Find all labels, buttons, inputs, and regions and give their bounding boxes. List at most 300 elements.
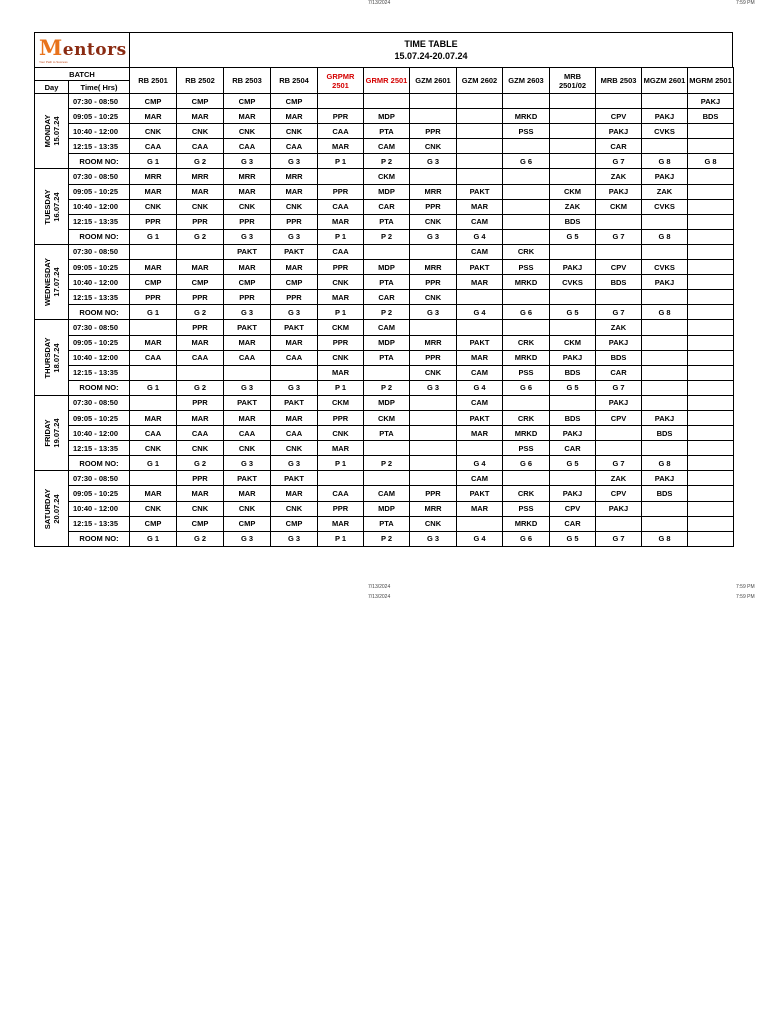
time-slot: 07:30 - 08:50 [69, 320, 130, 335]
subject-cell [503, 471, 550, 486]
subject-cell: CAA [177, 139, 224, 154]
subject-cell [550, 139, 596, 154]
subject-cell [642, 335, 688, 350]
subject-cell [318, 471, 364, 486]
subject-cell: CKM [550, 184, 596, 199]
subject-cell: CNK [177, 124, 224, 139]
time-slot: 10:40 - 12:00 [69, 350, 130, 365]
slot-row [35, 320, 734, 335]
subject-cell [596, 94, 642, 109]
batch-column-header: MRB 2503 [596, 68, 642, 94]
subject-cell [457, 516, 503, 531]
subject-cell: BDS [550, 410, 596, 425]
room-cell [642, 380, 688, 395]
subject-cell: CMP [130, 516, 177, 531]
subject-cell: PAKJ [642, 410, 688, 425]
room-cell: G 5 [550, 380, 596, 395]
subject-cell [503, 199, 550, 214]
subject-cell: CAR [364, 199, 410, 214]
subject-cell: MRKD [503, 109, 550, 124]
subject-cell: MRR [410, 184, 457, 199]
subject-cell [550, 124, 596, 139]
subject-cell: CNK [318, 275, 364, 290]
subject-cell [550, 244, 596, 259]
subject-cell: BDS [596, 275, 642, 290]
subject-cell: MAR [318, 139, 364, 154]
subject-cell: CNK [318, 350, 364, 365]
subject-cell: CNK [410, 214, 457, 229]
subject-cell: PAKT [271, 471, 318, 486]
subject-cell: CPV [596, 109, 642, 124]
subject-cell: PAKJ [642, 169, 688, 184]
room-cell: P 2 [364, 229, 410, 244]
room-cell: G 6 [503, 154, 550, 169]
subject-cell: CNK [224, 501, 271, 516]
day-date: 20.07.24 [51, 493, 61, 524]
subject-cell [224, 365, 271, 380]
room-cell [457, 154, 503, 169]
subject-cell: CRK [503, 486, 550, 501]
subject-cell: CAA [271, 426, 318, 441]
subject-cell [550, 290, 596, 305]
room-cell: G 3 [271, 531, 318, 546]
time-slot: 12:15 - 13:35 [69, 139, 130, 154]
subject-cell: MAR [271, 410, 318, 425]
subject-cell [550, 169, 596, 184]
subject-cell: PAKT [271, 244, 318, 259]
subject-cell: PPR [177, 290, 224, 305]
room-cell: G 3 [271, 305, 318, 320]
room-row [35, 229, 734, 244]
subject-cell [550, 94, 596, 109]
slot-row [35, 426, 734, 441]
subject-cell: MAR [271, 486, 318, 501]
room-cell [688, 456, 734, 471]
subject-cell: PPR [130, 290, 177, 305]
subject-cell: PTA [364, 350, 410, 365]
subject-cell: MRR [130, 169, 177, 184]
subject-cell [503, 290, 550, 305]
slot-row [35, 124, 734, 139]
subject-cell [642, 350, 688, 365]
subject-cell [457, 94, 503, 109]
subject-cell [410, 471, 457, 486]
subject-cell: CAA [130, 350, 177, 365]
subject-cell: PTA [364, 426, 410, 441]
subject-cell [642, 94, 688, 109]
batch-column-header: GZM 2601 [410, 68, 457, 94]
room-cell: G 3 [271, 154, 318, 169]
slot-row [35, 365, 734, 380]
subject-cell: PPR [410, 486, 457, 501]
subject-cell: CAR [596, 139, 642, 154]
subject-cell: PAKT [224, 395, 271, 410]
subject-cell: CAR [364, 290, 410, 305]
subject-cell: CNK [177, 441, 224, 456]
day-name: WEDNESDAY [42, 258, 52, 307]
subject-cell: CNK [224, 199, 271, 214]
subject-cell: CMP [271, 516, 318, 531]
room-cell: G 6 [503, 456, 550, 471]
room-cell: G 8 [688, 154, 734, 169]
time-slot: 12:15 - 13:35 [69, 516, 130, 531]
subject-cell: CKM [364, 410, 410, 425]
footer-date: 7/13/2024 [368, 594, 391, 600]
subject-cell [688, 486, 734, 501]
subject-cell: CMP [271, 94, 318, 109]
subject-cell [642, 244, 688, 259]
subject-cell: CVKS [642, 260, 688, 275]
subject-cell: MDP [364, 335, 410, 350]
subject-cell: CAM [457, 214, 503, 229]
subject-cell: MAR [318, 516, 364, 531]
subject-cell [642, 320, 688, 335]
room-cell: P 2 [364, 531, 410, 546]
room-cell: G 8 [642, 456, 688, 471]
time-slot: 09:05 - 10:25 [69, 184, 130, 199]
subject-cell: PSS [503, 365, 550, 380]
subject-cell: CNK [271, 501, 318, 516]
room-cell: G 3 [271, 380, 318, 395]
subject-cell: MAR [457, 199, 503, 214]
subject-cell: BDS [642, 486, 688, 501]
room-cell: G 7 [596, 154, 642, 169]
subject-cell: CAA [224, 139, 271, 154]
subject-cell: PPR [410, 275, 457, 290]
subject-cell [596, 426, 642, 441]
room-cell: G 3 [224, 154, 271, 169]
room-label: ROOM NO: [69, 380, 130, 395]
time-slot: 07:30 - 08:50 [69, 471, 130, 486]
subject-cell: PPR [318, 109, 364, 124]
subject-cell [688, 124, 734, 139]
subject-cell: CAA [318, 199, 364, 214]
subject-cell: MAR [224, 486, 271, 501]
subject-cell: CNK [410, 516, 457, 531]
subject-cell [503, 320, 550, 335]
time-slot: 07:30 - 08:50 [69, 395, 130, 410]
subject-cell: CAA [318, 124, 364, 139]
subject-cell: PAKT [457, 184, 503, 199]
title-line: TIME TABLE [404, 39, 458, 49]
subject-cell: PSS [503, 501, 550, 516]
subject-cell: PTA [364, 516, 410, 531]
subject-cell: PAKJ [596, 395, 642, 410]
subject-cell [457, 124, 503, 139]
subject-cell: PTA [364, 275, 410, 290]
subject-cell [688, 214, 734, 229]
subject-cell: ZAK [596, 169, 642, 184]
subject-cell: MRR [410, 501, 457, 516]
subject-cell [688, 260, 734, 275]
subject-cell [364, 244, 410, 259]
subject-cell [457, 290, 503, 305]
subject-cell: CMP [130, 94, 177, 109]
room-cell: G 7 [596, 380, 642, 395]
subject-cell [596, 516, 642, 531]
subject-cell: CAR [550, 441, 596, 456]
footer-time: 7:59 PM [736, 584, 755, 590]
subject-cell [364, 471, 410, 486]
room-row [35, 305, 734, 320]
subject-cell: MAR [177, 260, 224, 275]
subject-cell [688, 169, 734, 184]
subject-cell: CNK [224, 441, 271, 456]
subject-cell [642, 395, 688, 410]
subject-cell: CPV [596, 410, 642, 425]
subject-cell [688, 395, 734, 410]
room-cell: G 3 [410, 154, 457, 169]
subject-cell [410, 320, 457, 335]
slot-row [35, 335, 734, 350]
subject-cell [457, 109, 503, 124]
room-cell [688, 305, 734, 320]
slot-row [35, 441, 734, 456]
subject-cell: CAA [224, 350, 271, 365]
day-name: FRIDAY [42, 419, 52, 447]
room-cell: G 2 [177, 531, 224, 546]
print-date: 7/13/2024 [368, 0, 391, 6]
time-slot: 10:40 - 12:00 [69, 275, 130, 290]
slot-row [35, 109, 734, 124]
subject-cell [688, 365, 734, 380]
subject-cell: BDS [550, 214, 596, 229]
subject-cell: CMP [177, 94, 224, 109]
subject-cell: CAM [457, 471, 503, 486]
subject-cell: MDP [364, 184, 410, 199]
subject-cell: CNK [130, 501, 177, 516]
subject-cell [410, 395, 457, 410]
subject-cell [642, 139, 688, 154]
subject-cell [688, 335, 734, 350]
day-name: TUESDAY [42, 189, 52, 225]
room-cell: G 8 [642, 229, 688, 244]
subject-cell: CNK [271, 199, 318, 214]
subject-cell: PAKJ [688, 94, 734, 109]
subject-cell [457, 169, 503, 184]
subject-cell: CAA [224, 426, 271, 441]
subject-cell [688, 199, 734, 214]
day-date: 16.07.24 [51, 192, 61, 222]
time-slot: 10:40 - 12:00 [69, 426, 130, 441]
room-cell: G 6 [503, 305, 550, 320]
subject-cell: CAA [130, 426, 177, 441]
batch-column-header: MGRM 2501 [688, 68, 734, 94]
subject-cell: MRKD [503, 426, 550, 441]
room-cell: G 4 [457, 229, 503, 244]
room-cell [688, 531, 734, 546]
subject-cell: PAKT [271, 395, 318, 410]
slot-row [35, 139, 734, 154]
subject-cell: CAM [364, 486, 410, 501]
subject-cell: PAKT [224, 320, 271, 335]
room-row [35, 531, 734, 546]
room-row [35, 154, 734, 169]
subject-cell: MRKD [503, 516, 550, 531]
subject-cell [688, 320, 734, 335]
subject-cell: MAR [130, 335, 177, 350]
subject-cell [688, 139, 734, 154]
subject-cell: MRR [177, 169, 224, 184]
subject-cell: PPR [271, 290, 318, 305]
subject-cell [410, 441, 457, 456]
subject-cell [596, 441, 642, 456]
subject-cell [642, 501, 688, 516]
room-cell: G 3 [410, 531, 457, 546]
subject-cell: CAM [457, 244, 503, 259]
day-date: 19.07.24 [51, 418, 61, 448]
subject-cell: CPV [596, 486, 642, 501]
subject-cell: MAR [457, 350, 503, 365]
subject-cell [503, 184, 550, 199]
subject-cell [457, 441, 503, 456]
room-cell: G 5 [550, 305, 596, 320]
subject-cell: CAA [130, 139, 177, 154]
print-time: 7:59 PM [736, 0, 755, 6]
subject-cell [457, 320, 503, 335]
subject-cell: MAR [130, 184, 177, 199]
time-slot: 10:40 - 12:00 [69, 199, 130, 214]
subject-cell: CNK [410, 139, 457, 154]
batch-column-header: MGZM 2601 [642, 68, 688, 94]
slot-row [35, 169, 734, 184]
day-header: Day [35, 81, 69, 94]
room-label: ROOM NO: [69, 229, 130, 244]
subject-cell: PAKT [457, 335, 503, 350]
subject-cell: MRR [410, 335, 457, 350]
subject-cell: CMP [224, 275, 271, 290]
subject-cell [503, 169, 550, 184]
room-cell [688, 229, 734, 244]
subject-cell: PAKJ [596, 501, 642, 516]
subject-cell: ZAK [642, 184, 688, 199]
subject-cell: CAA [177, 350, 224, 365]
subject-cell: CNK [271, 441, 318, 456]
subject-cell: MAR [177, 184, 224, 199]
room-cell: G 4 [457, 305, 503, 320]
room-row [35, 380, 734, 395]
subject-cell: MRKD [503, 350, 550, 365]
subject-cell [642, 365, 688, 380]
subject-cell: CAM [457, 395, 503, 410]
subject-cell: CMP [177, 275, 224, 290]
subject-cell: CVKS [642, 199, 688, 214]
subject-cell: PPR [177, 214, 224, 229]
timetable-grid [34, 67, 734, 547]
subject-cell: ZAK [550, 199, 596, 214]
subject-cell [503, 214, 550, 229]
day-name: SATURDAY [42, 488, 52, 529]
subject-cell: CNK [130, 124, 177, 139]
subject-cell: PPR [177, 320, 224, 335]
subject-cell: CAA [271, 139, 318, 154]
date-range: 15.07.24-20.07.24 [394, 51, 468, 61]
subject-cell: CAM [457, 365, 503, 380]
subject-cell [130, 320, 177, 335]
subject-cell: MAR [224, 109, 271, 124]
day-name: THURSDAY [42, 337, 52, 379]
subject-cell: MAR [271, 184, 318, 199]
subject-cell: PPR [318, 260, 364, 275]
batch-column-header: RB 2502 [177, 68, 224, 94]
subject-cell: MDP [364, 260, 410, 275]
subject-cell: CRK [503, 335, 550, 350]
subject-cell: PAKT [457, 410, 503, 425]
room-cell: G 4 [457, 456, 503, 471]
time-slot: 12:15 - 13:35 [69, 365, 130, 380]
subject-cell: MAR [271, 260, 318, 275]
subject-cell: PSS [503, 124, 550, 139]
slot-row [35, 290, 734, 305]
room-cell [550, 154, 596, 169]
room-cell: P 2 [364, 380, 410, 395]
room-cell: G 4 [457, 380, 503, 395]
subject-cell [688, 275, 734, 290]
room-cell: G 5 [550, 456, 596, 471]
day-cell [35, 244, 69, 319]
slot-row [35, 275, 734, 290]
subject-cell: PPR [410, 350, 457, 365]
subject-cell: PPR [224, 214, 271, 229]
subject-cell: CAM [364, 139, 410, 154]
timetable-sheet [34, 32, 733, 547]
subject-cell [318, 94, 364, 109]
room-cell: G 2 [177, 456, 224, 471]
subject-cell [410, 426, 457, 441]
subject-cell: BDS [550, 365, 596, 380]
subject-cell: MAR [457, 426, 503, 441]
subject-cell: CMP [177, 516, 224, 531]
room-cell: G 2 [177, 305, 224, 320]
subject-cell [688, 244, 734, 259]
subject-cell: CNK [224, 124, 271, 139]
subject-cell [550, 320, 596, 335]
subject-cell: PPR [410, 199, 457, 214]
subject-cell: CNK [410, 290, 457, 305]
room-cell: P 1 [318, 229, 364, 244]
subject-cell: CAA [177, 426, 224, 441]
subject-cell: CMP [130, 275, 177, 290]
subject-cell [642, 516, 688, 531]
subject-cell: PAKT [271, 320, 318, 335]
room-cell: P 1 [318, 531, 364, 546]
subject-cell: PTA [364, 124, 410, 139]
subject-cell: BDS [642, 426, 688, 441]
subject-cell: MAR [177, 410, 224, 425]
subject-cell [364, 365, 410, 380]
batch-column-header: RB 2504 [271, 68, 318, 94]
subject-cell [130, 395, 177, 410]
subject-cell [503, 139, 550, 154]
subject-cell: CKM [318, 395, 364, 410]
subject-cell: PAKJ [550, 260, 596, 275]
subject-cell [688, 501, 734, 516]
subject-cell [596, 244, 642, 259]
room-cell: G 1 [130, 456, 177, 471]
subject-cell: MRR [271, 169, 318, 184]
subject-cell: MAR [177, 335, 224, 350]
room-cell: G 6 [503, 531, 550, 546]
slot-row [35, 501, 734, 516]
room-label: ROOM NO: [69, 305, 130, 320]
subject-cell [642, 214, 688, 229]
room-cell: G 6 [503, 380, 550, 395]
subject-cell: ZAK [596, 320, 642, 335]
subject-cell [688, 350, 734, 365]
time-header: Time( Hrs) [69, 81, 130, 94]
subject-cell: MRR [410, 260, 457, 275]
day-date: 17.07.24 [51, 267, 61, 297]
